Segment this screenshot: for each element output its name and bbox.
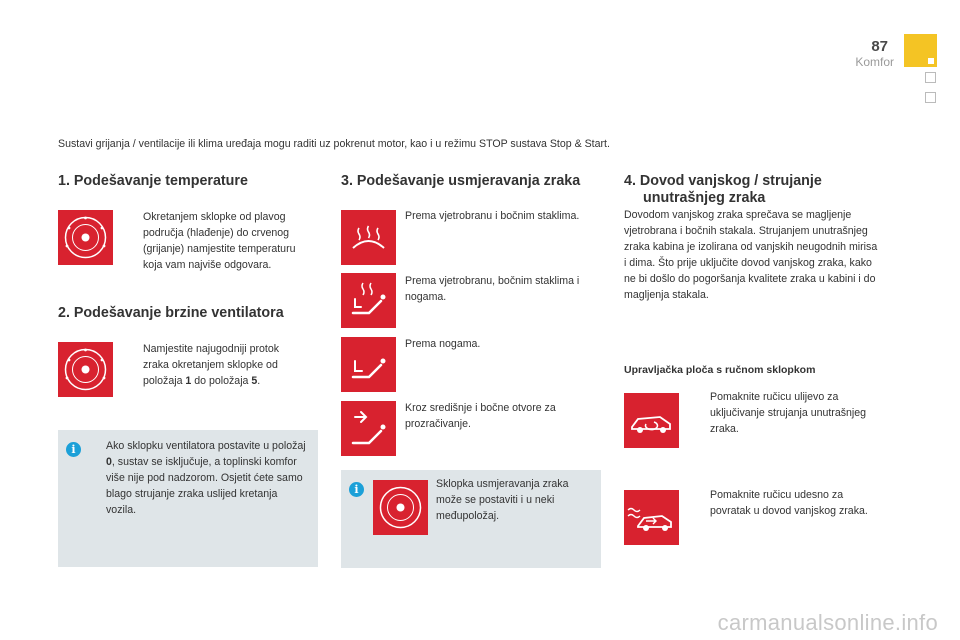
info-box-fan-off — [58, 430, 318, 567]
distribution-option-feet: Prema nogama. — [405, 338, 481, 350]
info-text-distribution: Sklopka usmjeravanja zraka može se postaviti i u neki međupoložaj. — [436, 478, 569, 522]
heading-temperature: 1. Podešavanje temperature — [58, 173, 248, 189]
distribution-knob-icon — [373, 480, 428, 535]
bullet-recirculation: Pomaknite ručicu ulijevo za uključivanje strujanja unutrašnjeg zraka. — [694, 389, 869, 437]
bullet-outside-air: Pomaknite ručicu udesno za povratak u dovod vanjskog zraka. — [694, 487, 874, 519]
chapter-tab-active — [904, 34, 937, 67]
feet-icon — [341, 337, 396, 392]
info-box-distribution — [341, 470, 601, 568]
temperature-knob-icon — [58, 210, 113, 265]
intro-text: Sustavi grijanja / ventilacije ili klima uređaja mogu raditi uz pokrenut motor, kao i u režimu STOP sustava Stop & Start. — [58, 138, 610, 150]
info-icon: i — [66, 442, 81, 457]
heading-air-intake: 4. Dovod vanjskog / strujanje unutrašnjeg zraka — [624, 173, 822, 206]
air-intake-description: Dovodom vanjskog zraka sprečava se magljenje vjetrobrana i bočnih stakala. Strujanjem unutrašnjeg zraka kabina je izolirana od vanjskih neugodnih mirisa i dima. Što prije uključite dovod vanjskog zraka, kako ne bi došlo do pogoršanja kvalitete zraka u kabini i do magljenja stakala. — [624, 209, 878, 301]
page-number: 87 — [871, 38, 888, 55]
bullet-marker — [694, 389, 710, 437]
watermark: carmanualsonline.info — [717, 610, 938, 635]
heading-air-distribution: 3. Podešavanje usmjeravanja zraka — [341, 173, 581, 189]
info-text-fan-off: Ako sklopku ventilatora postavite u položaj 0, sustav se isključuje, a toplinski komfor više nije pod nadzorom. Osjetit ćete samo blago strujanje zraka uslijed kretanja vozila. — [90, 438, 310, 518]
distribution-option-vents: Kroz središnje i bočne otvore za prozračivanje. — [405, 402, 556, 430]
bullet-temperature: Okretanjem sklopke od plavog područja (hlađenje) do crvenog (grijanje) namjestite temperaturu koja vam najviše odgovara. — [127, 209, 297, 273]
bullet-marker — [127, 341, 143, 389]
distribution-option-windscreen-feet: Prema vjetrobranu, bočnim staklima i nogama. — [405, 275, 580, 303]
fan-speed-knob-icon — [58, 342, 113, 397]
outside-air-icon — [624, 490, 679, 545]
distribution-option-windscreen: Prema vjetrobranu i bočnim staklima. — [405, 210, 580, 222]
face-vents-icon — [341, 401, 396, 456]
bullet-marker — [127, 209, 143, 273]
windscreen-demist-icon — [341, 210, 396, 265]
section-title: Komfor — [855, 55, 894, 69]
windscreen-feet-icon — [341, 273, 396, 328]
subheading-manual-panel: Upravljačka ploča s ručnom sklopkom — [624, 364, 816, 376]
chapter-tab — [925, 72, 936, 83]
recirculation-icon — [624, 393, 679, 448]
info-icon: i — [349, 482, 364, 497]
bullet-marker — [90, 438, 106, 518]
bullet-fan-speed: Namjestite najugodniji protok zraka okretanjem sklopke od položaja 1 do položaja 5. — [127, 341, 302, 389]
chapter-tab — [925, 92, 936, 103]
heading-fan-speed: 2. Podešavanje brzine ventilatora — [58, 305, 284, 321]
bullet-marker — [694, 487, 710, 519]
